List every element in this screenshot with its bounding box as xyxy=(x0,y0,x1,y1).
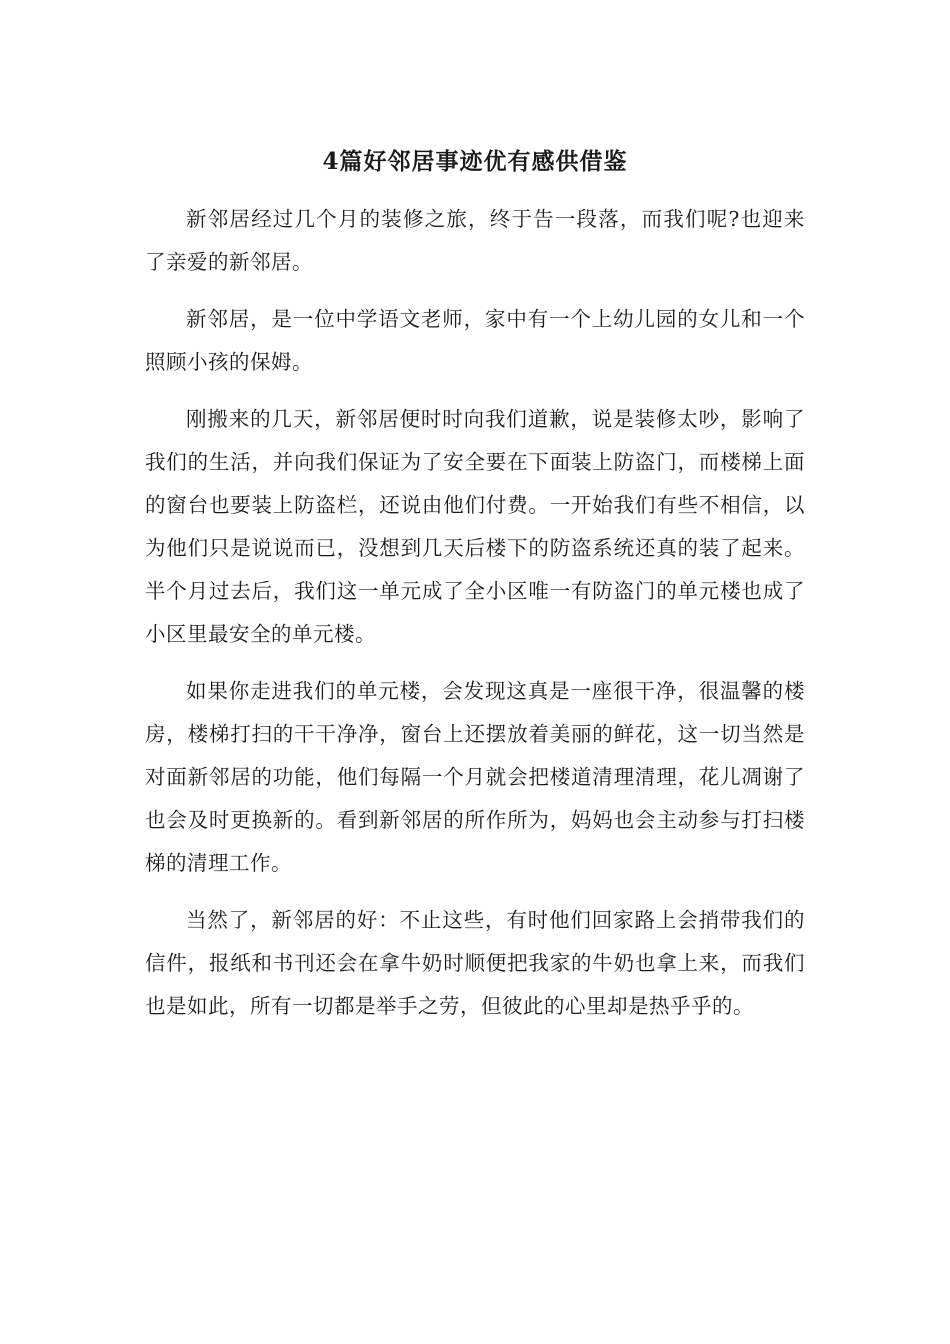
paragraph-2: 新邻居，是一位中学语文老师，家中有一个上幼儿园的女儿和一个照顾小孩的保姆。 xyxy=(145,307,805,374)
paragraph-5: 当然了，新邻居的好：不止这些，有时他们回家路上会捎带我们的信件，报纸和书刊还会在拿牛奶时顺便把我家的牛奶也拿上来，而我们也是如此，所有一切都是举手之劳，但彼此的心里却是热乎乎的。 xyxy=(145,908,805,1018)
paragraph-4: 如果你走进我们的单元楼，会发现这真是一座很干净，很温馨的楼房，楼梯打扫的干干净净，窗台上还摆放着美丽的鲜花，这一切当然是对面新邻居的功能，他们每隔一个月就会把楼道清理清理，花儿凋谢了也会及时更换新的。看到新邻居的所作所为，妈妈也会主动参与打扫楼梯的清理工作。 xyxy=(145,679,805,875)
document-title: 4篇好邻居事迹优有感供借鉴 xyxy=(322,148,628,175)
paragraph-1: 新邻居经过几个月的装修之旅，终于告一段落，而我们呢?也迎来了亲爱的新邻居。 xyxy=(145,207,805,274)
document-body xyxy=(145,198,805,1042)
paragraph-3: 刚搬来的几天，新邻居便时时向我们道歉，说是装修太吵，影响了我们的生活，并向我们保证为了安全要在下面装上防盗门，而楼梯上面的窗台也要装上防盗栏，还说由他们付费。一开始我们有些不相信，以为他们只是说说而已，没想到几天后楼下的防盗系统还真的装了起来。半个月过去后，我们这一单元成了全小区唯一有防盗门的单元楼也成了小区里最安全的单元楼。 xyxy=(145,407,805,646)
